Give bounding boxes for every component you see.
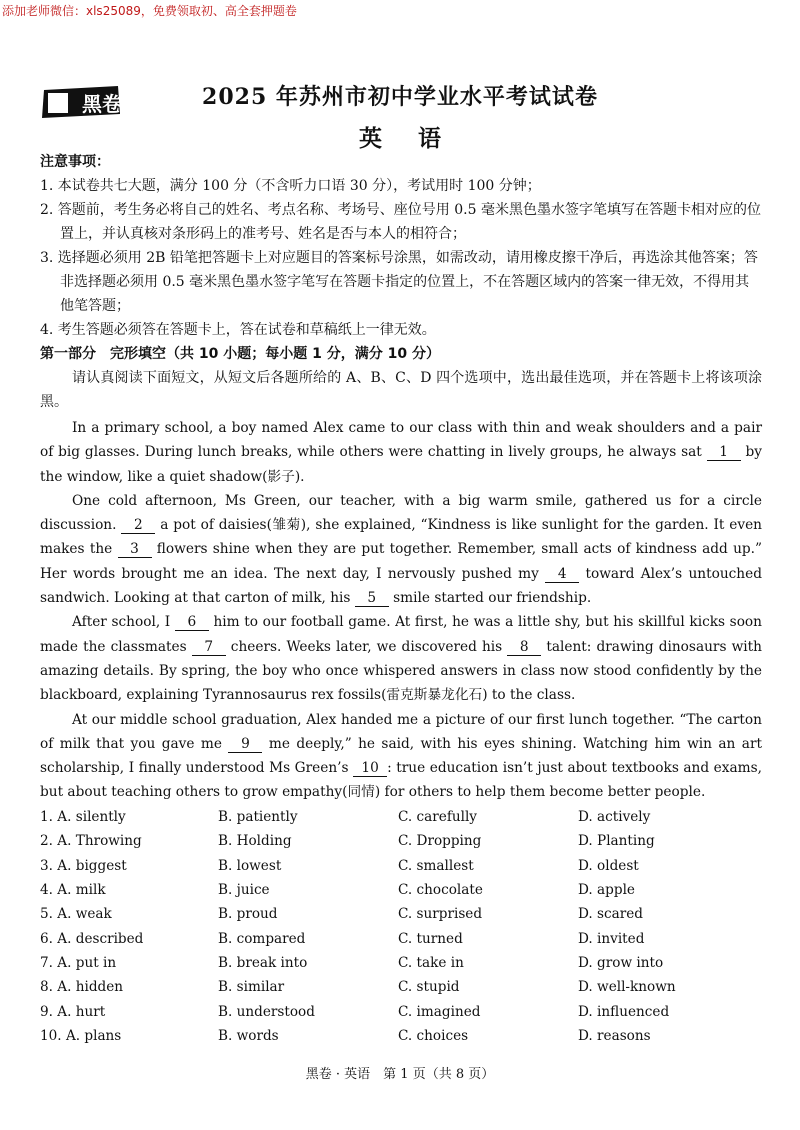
option-c: C. turned (398, 930, 463, 947)
option-b: B. patiently (218, 808, 298, 825)
passage-text: cheers. Weeks later, we discovered his (225, 638, 508, 655)
option-row (40, 951, 762, 975)
passage-text: At our middle school graduation, Alex handed me a picture of our first lunch together. “The carton of milk that you gave me (40, 711, 762, 752)
notice-item: 3. 选择题必须用 2B 铅笔把答题卡上对应题目的答案标号涂黑，如需改动，请用橡皮擦干净后，再选涂其他答案；答非选择题必须用 0.5 毫米黑色墨水签字笔写在答题卡指定的位置上，不在答题区域内的答案一律无效，不得用其他笔答题； (40, 250, 758, 314)
option-d: D. apple (578, 881, 635, 898)
blank-1: 1 (707, 444, 741, 461)
option-c: C. surprised (398, 906, 483, 923)
passage-text: me deeply,” he said, with his eyes shining. Watching him win an art scholarship, I finally understood Ms Green’s (40, 735, 762, 777)
part1-instruction: 请认真阅读下面短文，从短文后各题所给的 A、B、C、D 四个选项中，选出最佳选项，并在答题卡上将该项涂黑。 (40, 370, 762, 410)
option-a: 10. A. plans (40, 1028, 122, 1045)
notice-item: 2. 答题前，考生务必将自己的姓名、考点名称、考场号、座位号用 0.5 毫米黑色墨水签字笔填写在答题卡相对应的位置上，并认真核对条形码上的准考号、姓名是否与本人的相符合； (40, 202, 761, 242)
option-a: 5. A. weak (40, 906, 112, 923)
option-b: B. juice (218, 881, 270, 898)
option-d: D. reasons (578, 1028, 651, 1045)
passage-text: by the window, like a quiet shadow(影子). (40, 444, 762, 485)
option-c: C. smallest (398, 857, 474, 874)
option-row (40, 878, 762, 902)
option-row (40, 927, 762, 951)
option-d: D. well-known (578, 979, 676, 996)
blank-7: 7 (192, 639, 226, 656)
option-c: C. stupid (398, 979, 460, 996)
watermark-text: 添加老师微信：xls25089，免费领取初、高全套押题卷 (2, 4, 297, 18)
blank-5: 5 (355, 590, 389, 607)
option-a: 7. A. put in (40, 955, 117, 972)
subject-title: 英语 (359, 125, 477, 152)
passage-text: talent: drawing dinosaurs with amazing details. By spring, the boy who once whispered answers in class now stood confidently by the blackboard, explaining Tyrannosaurus rex fossils(雷克斯暴龙化石) to the class. (40, 638, 762, 704)
option-c: C. Dropping (398, 833, 482, 850)
option-b: B. lowest (218, 857, 282, 874)
option-c: C. choices (398, 1028, 469, 1045)
options-table (40, 805, 762, 1049)
option-row (40, 975, 762, 999)
option-d: D. influenced (578, 1003, 670, 1020)
option-c: C. imagined (398, 1003, 481, 1020)
option-d: D. Planting (578, 833, 655, 850)
option-row (40, 854, 762, 878)
blank-9: 9 (228, 736, 262, 753)
notice-list (40, 174, 762, 342)
option-a: 9. A. hurt (40, 1003, 106, 1020)
blank-2: 2 (121, 517, 155, 534)
option-row (40, 1000, 762, 1024)
blank-3: 3 (118, 541, 152, 558)
passage-text: : true education isn’t just about textbooks and exams, but about teaching others to grow empathy(同情) for others to help them become better people. (40, 760, 762, 801)
option-row (40, 902, 762, 926)
page-footer: 黑卷 · 英语 第 1 页（共 8 页） (305, 1067, 495, 1082)
option-a: 3. A. biggest (40, 857, 127, 874)
option-b: B. proud (218, 906, 278, 923)
option-a: 1. A. silently (40, 808, 126, 825)
passage-paragraph (40, 610, 762, 707)
blank-8: 8 (507, 639, 541, 656)
passage-text: In a primary school, a boy named Alex came to our class with thin and weak shoulders and a pair of big glasses. During lunch breaks, while others were chatting in lively groups, he always sat (40, 420, 762, 461)
option-d: D. scared (578, 906, 643, 923)
option-b: B. break into (218, 955, 308, 972)
exam-body (40, 150, 762, 1049)
option-c: C. take in (398, 955, 464, 972)
blank-10: 10 (353, 760, 387, 777)
option-c: C. chocolate (398, 881, 483, 898)
option-b: B. Holding (218, 833, 292, 850)
option-row (40, 805, 762, 829)
option-a: 4. A. milk (40, 881, 106, 898)
option-b: B. similar (218, 979, 285, 996)
option-d: D. grow into (578, 955, 664, 972)
option-d: D. actively (578, 808, 651, 825)
option-b: B. understood (218, 1003, 315, 1020)
notice-heading: 注意事项： (40, 154, 110, 170)
option-b: B. words (218, 1028, 279, 1045)
exam-title: 2025 年苏州市初中学业水平考试试卷 (202, 84, 598, 110)
passage-text: smile started our friendship. (388, 590, 592, 607)
notice-item: 1. 本试卷共七大题，满分 100 分（不含听力口语 30 分），考试用时 100 分钟； (40, 178, 541, 194)
passage-text: flowers shine when they are put together. Remember, small acts of kindness add up.” Her words brought me an idea. The next day, I nervously pushed my (40, 541, 762, 582)
option-a: 8. A. hidden (40, 979, 124, 996)
option-a: 6. A. described (40, 930, 144, 947)
passage-paragraph (40, 489, 762, 610)
passage-text: toward Alex’s untouched sandwich. Looking at that carton of milk, his (40, 565, 762, 607)
blank-4: 4 (545, 566, 579, 583)
passage-paragraph (40, 416, 762, 489)
passage-text: a pot of daisies(雏菊), she explained, “Kindness is like sunlight for the garden. It even makes the (40, 517, 762, 558)
passage-text: After school, I (72, 614, 175, 631)
passage-paragraph (40, 708, 762, 805)
logo-text: 黑卷 (82, 92, 122, 116)
option-c: C. carefully (398, 808, 477, 825)
option-d: D. invited (578, 930, 645, 947)
passage-text: him to our football game. At first, he was a little shy, but his skillful kicks soon made the classmates (40, 614, 762, 655)
passage-text: One cold afternoon, Ms Green, our teacher, with a big warm smile, gathered us for a circle discussion. (40, 492, 762, 534)
notice-item: 4. 考生答题必须答在答题卡上，答在试卷和草稿纸上一律无效。 (40, 322, 436, 338)
option-b: B. compared (218, 930, 306, 947)
part1-heading: 第一部分 完形填空（共 10 小题；每小题 1 分，满分 10 分） (40, 346, 440, 362)
blank-6: 6 (175, 614, 209, 631)
option-d: D. oldest (578, 857, 639, 874)
option-a: 2. A. Throwing (40, 833, 142, 850)
option-row (40, 829, 762, 853)
option-row (40, 1024, 762, 1048)
cloze-passage (40, 416, 762, 805)
